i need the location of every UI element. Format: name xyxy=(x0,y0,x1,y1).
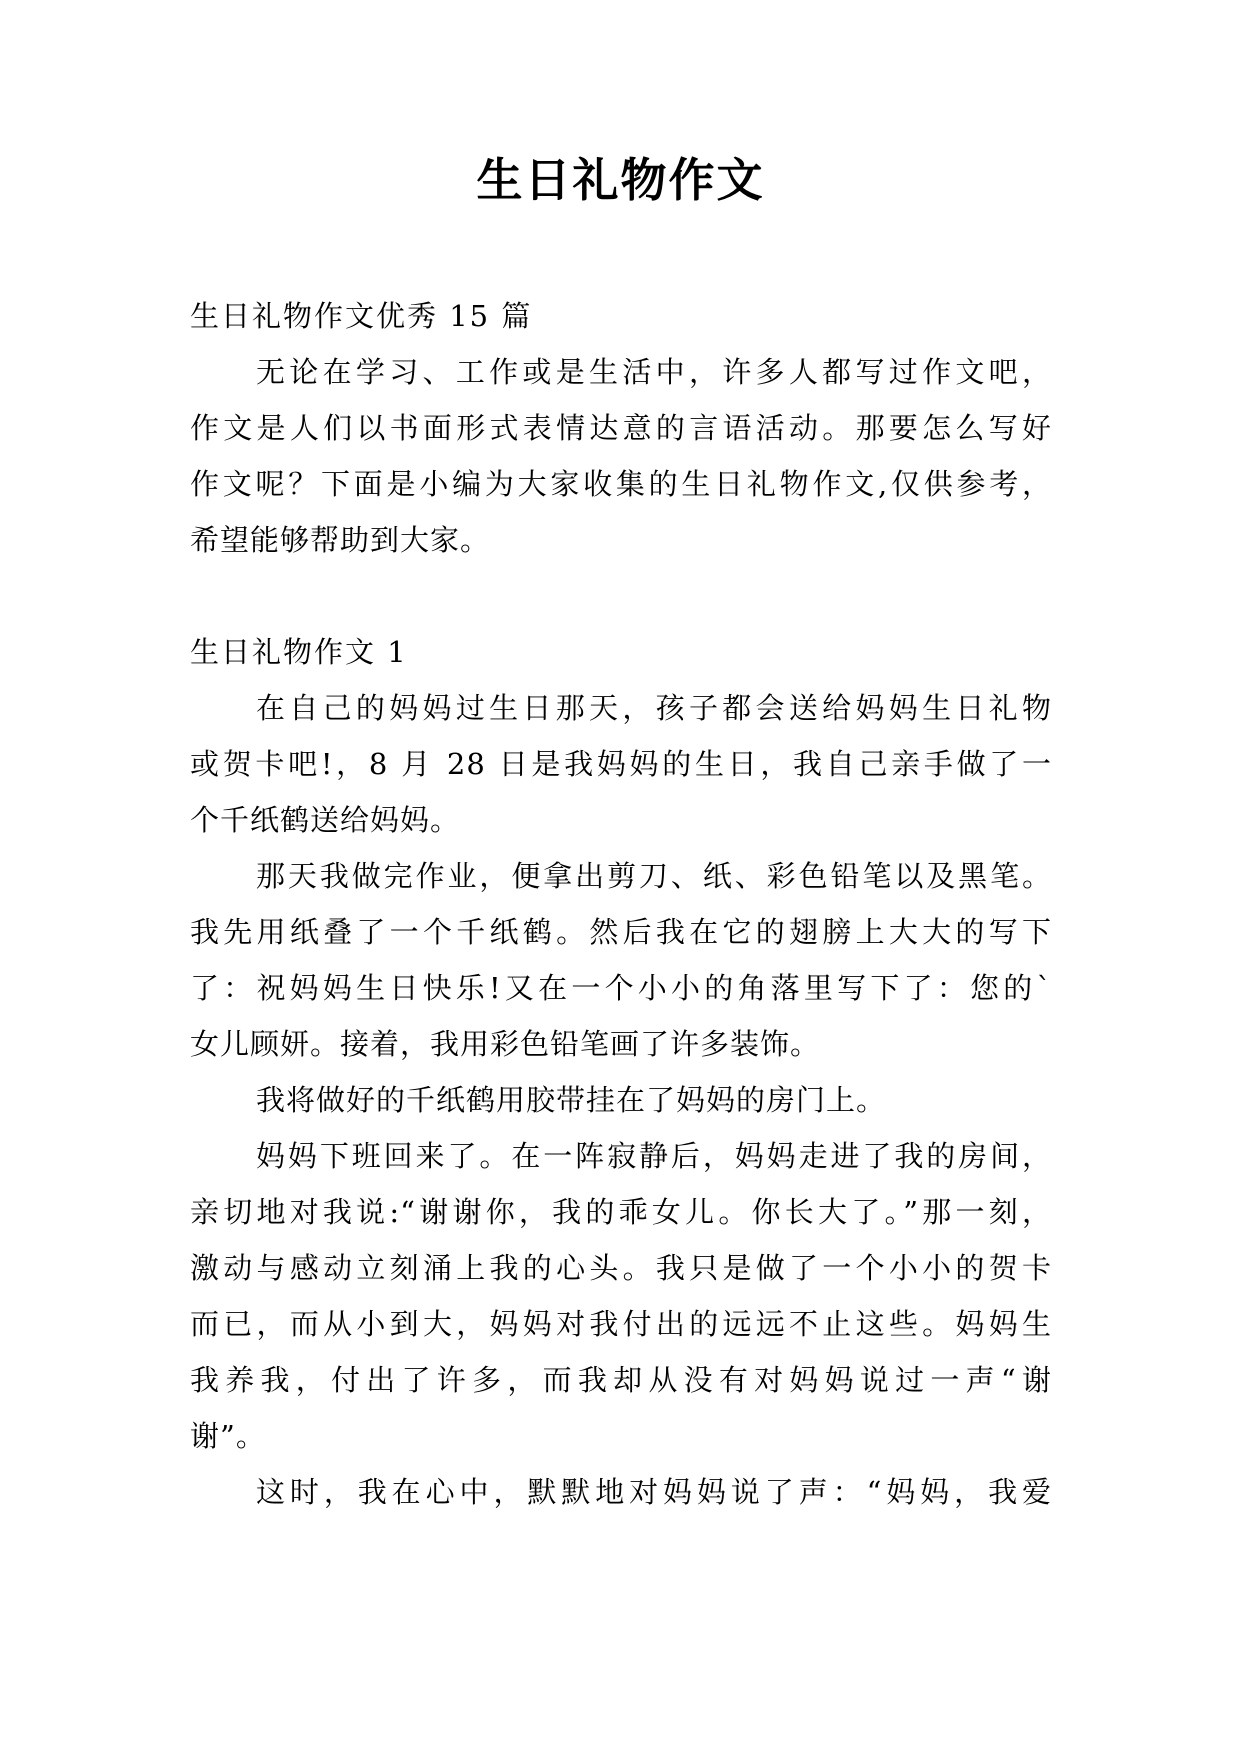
paragraph-line: 这时，我在心中，默默地对妈妈说了声：“妈妈，我爱 xyxy=(256,1475,1052,1509)
paragraph-1 xyxy=(190,680,1052,848)
paragraph-line: 女儿顾妍。接着，我用彩色铅笔画了许多装饰。 xyxy=(190,1027,821,1061)
section-heading: 生日礼物作文 1 xyxy=(190,635,408,669)
paragraph-2 xyxy=(190,848,1052,1072)
document-body xyxy=(190,288,1052,1520)
paragraph-line: 在自己的妈妈过生日那天，孩子都会送给妈妈生日礼物 xyxy=(256,691,1052,725)
paragraph-line: 我先用纸叠了一个千纸鹤。然后我在它的翅膀上大大的写下 xyxy=(190,915,1052,949)
intro-line: 作文呢？下面是小编为大家收集的生日礼物作文,仅供参考， xyxy=(190,467,1052,501)
intro-line: 希望能够帮助到大家。 xyxy=(190,523,491,557)
paragraph-line: 个千纸鹤送给妈妈。 xyxy=(190,803,461,837)
paragraph-line: 了：祝妈妈生日快乐!又在一个小小的角落里写下了：您的` xyxy=(190,971,1052,1005)
paragraph-line: 或贺卡吧!，8 月 28 日是我妈妈的生日，我自己亲手做了一 xyxy=(190,747,1052,781)
subtitle: 生日礼物作文优秀 15 篇 xyxy=(190,299,533,333)
intro-line: 作文是人们以书面形式表情达意的言语活动。那要怎么写好 xyxy=(190,411,1052,445)
document-title: 生日礼物作文 xyxy=(476,153,765,207)
paragraph-line: 激动与感动立刻涌上我的心头。我只是做了一个小小的贺卡 xyxy=(190,1251,1052,1285)
paragraph-3 xyxy=(190,1072,1052,1128)
paragraph-line: 那天我做完作业，便拿出剪刀、纸、彩色铅笔以及黑笔。 xyxy=(256,859,1052,893)
paragraph-line: 而已，而从小到大，妈妈对我付出的远远不止这些。妈妈生 xyxy=(190,1307,1052,1341)
paragraph-gap xyxy=(190,568,1052,624)
paragraph-line: 亲切地对我说:“谢谢你，我的乖女儿。你长大了。”那一刻， xyxy=(190,1195,1052,1229)
paragraph-line: 我将做好的千纸鹤用胶带挂在了妈妈的房门上。 xyxy=(256,1083,887,1117)
paragraph-4 xyxy=(190,1128,1052,1464)
paragraph-line: 妈妈下班回来了。在一阵寂静后，妈妈走进了我的房间， xyxy=(256,1139,1052,1173)
intro-paragraph xyxy=(190,344,1052,568)
paragraph-line: 谢”。 xyxy=(190,1419,266,1453)
intro-line: 无论在学习、工作或是生活中，许多人都写过作文吧， xyxy=(256,355,1052,389)
paragraph-5 xyxy=(190,1464,1052,1520)
paragraph-line: 我养我，付出了许多，而我却从没有对妈妈说过一声“谢 xyxy=(190,1363,1052,1397)
